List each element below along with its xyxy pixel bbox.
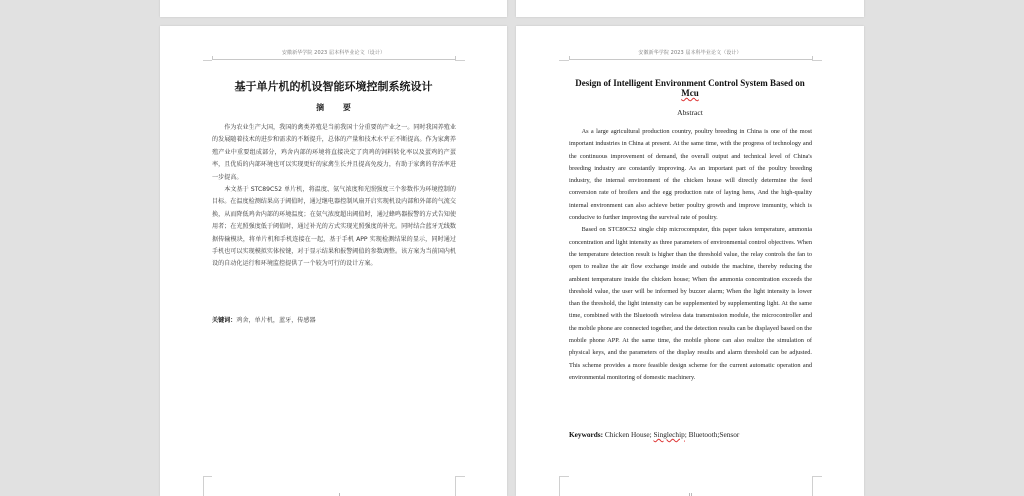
previous-page-left bbox=[160, 0, 507, 17]
page-chinese-abstract[interactable] bbox=[160, 26, 507, 496]
header-rule bbox=[569, 59, 812, 60]
keywords-part: Chicken House; bbox=[603, 430, 654, 439]
abstract-paragraph: As a large agricultural production country, poultry breeding in China is one of the most important industries in China at present. At the same time, with the progress of technology and the continuous improvement of demand, the overall output and technical level of China's breeding industry are constantly improving. As an important part of the poultry breeding industry, the internal environment of the chicken house will directly determine the feed conversion rate of broilers and the egg production rate of laying hens, And the high-quality internal environment can also achieve better poultry growth and improve immunity, which is conducive to further improving the survival rate of poultry. bbox=[569, 128, 812, 222]
abstract-body-chinese bbox=[212, 122, 456, 271]
page-english-abstract[interactable] bbox=[516, 26, 864, 496]
abstract-heading-chinese: 摘 要 bbox=[316, 103, 359, 112]
margin-corner-mark bbox=[812, 476, 813, 496]
abstract-paragraph: 作为农业生产大国，我国的禽类养殖是当前我国十分重要的产业之一。同时我国养殖业的发展随着技术的进步和需求的不断提升，总体的产量和技术水平正不断提高。作为家禽养殖产业中重要组成部分，鸡舍内部的环境将直接决定了肉鸡的饲料转化率以及蛋鸡的产蛋率，且优质的内部环境也可以实现更好的家禽生长并且提高免疫力，有助于家禽的存活率进一步提高。 bbox=[212, 124, 456, 181]
keyword-spellcheck-flagged[interactable]: Singlechip bbox=[653, 430, 685, 439]
header-rule-tick-left bbox=[212, 56, 213, 60]
running-header: 安徽新华学院 2023 届本科毕业论文（设计） bbox=[638, 50, 742, 56]
keywords-line-english bbox=[569, 430, 829, 439]
header-rule-tick-left bbox=[569, 56, 570, 60]
keywords-label: 关键词： bbox=[212, 317, 237, 324]
abstract-paragraph: 本文基于 STC89C52 单片机，将温度、氨气浓度和光照强度三个参数作为环境控制的目标。在温度检测结果高于阈值时，通过继电器控制风扇开启实现机设内部和外部的气流交换，从而降低鸡舍内部的环境温度；在氨气浓度超出阈值时，通过蜂鸣器报警的方式告知使用者；在光照强度低于阈值时，通过补光的方式实现光照强度的补充。同时结合蓝牙无线数据传输模块，将单片机和手机连接在一起，基于手机 APP 实现检测结果的显示，同时通过手机也可以实现模拟实体按键，对于显示结果和报警阈值的参数调整。该方案为当前国内机设的自动化运行和环境监控提供了一个较为可行的设计方案。 bbox=[212, 186, 456, 268]
thesis-title-chinese: 基于单片机的机设智能环境控制系统设计 bbox=[234, 80, 433, 93]
thesis-title-english bbox=[564, 78, 816, 98]
keywords-value: 鸡舍，单片机，蓝牙，传感器 bbox=[236, 317, 316, 324]
keywords-label: Keywords: bbox=[569, 430, 604, 439]
margin-corner-mark bbox=[455, 476, 456, 496]
margin-corner-mark bbox=[812, 60, 822, 61]
title-line-2-spellcheck-flagged[interactable]: Mcu bbox=[681, 88, 699, 98]
abstract-body-english bbox=[569, 126, 812, 384]
keywords-line-chinese bbox=[212, 315, 456, 324]
margin-corner-mark bbox=[812, 476, 822, 477]
running-header: 安徽新华学院 2023 届本科毕业论文（设计） bbox=[281, 50, 386, 56]
previous-page-right bbox=[516, 0, 864, 17]
margin-corner-mark bbox=[559, 476, 560, 496]
header-rule bbox=[212, 59, 455, 60]
abstract-paragraph: Based on STC89C52 single chip microcomputer, this paper takes temperature, ammonia concentration and light intensity as three parameters of environmental control objectives. When the temperature detection result is higher than the threshold value, the relay controls the fan to open to realize the air flow exchange inside and outside the machine, thereby reducing the ambient temperature inside the chicken house; When the ammonia concentration exceeds the threshold value, the user will be informed by buzzer alarm; When the light intensity is lower than the threshold, the light intensity can be supplemented by supplementing light. At the same time, combined with the Bluetooth wireless data transmission module, the microcontroller and the mobile phone are connected together, and the detection results can be displayed based on the mobile phone APP. At the same time, the mobile phone can also realize the simulation of physical keys, and the parameters of the display results and alarm threshold can be adjusted. This scheme provides a more feasible design scheme for the current automatic operation and environmental monitoring of domestic machinery. bbox=[569, 226, 812, 381]
abstract-heading-english: Abstract bbox=[677, 108, 703, 117]
margin-corner-mark bbox=[203, 476, 212, 477]
title-line-1: Design of Intelligent Environment Control System Based on bbox=[575, 78, 805, 88]
keywords-part: ; Bluetooth;Sensor bbox=[684, 430, 740, 439]
margin-corner-mark bbox=[455, 60, 465, 61]
margin-corner-mark bbox=[559, 60, 569, 61]
margin-corner-mark bbox=[559, 476, 569, 477]
margin-corner-mark bbox=[203, 476, 204, 496]
margin-corner-mark bbox=[203, 60, 212, 61]
margin-corner-mark bbox=[455, 476, 465, 477]
